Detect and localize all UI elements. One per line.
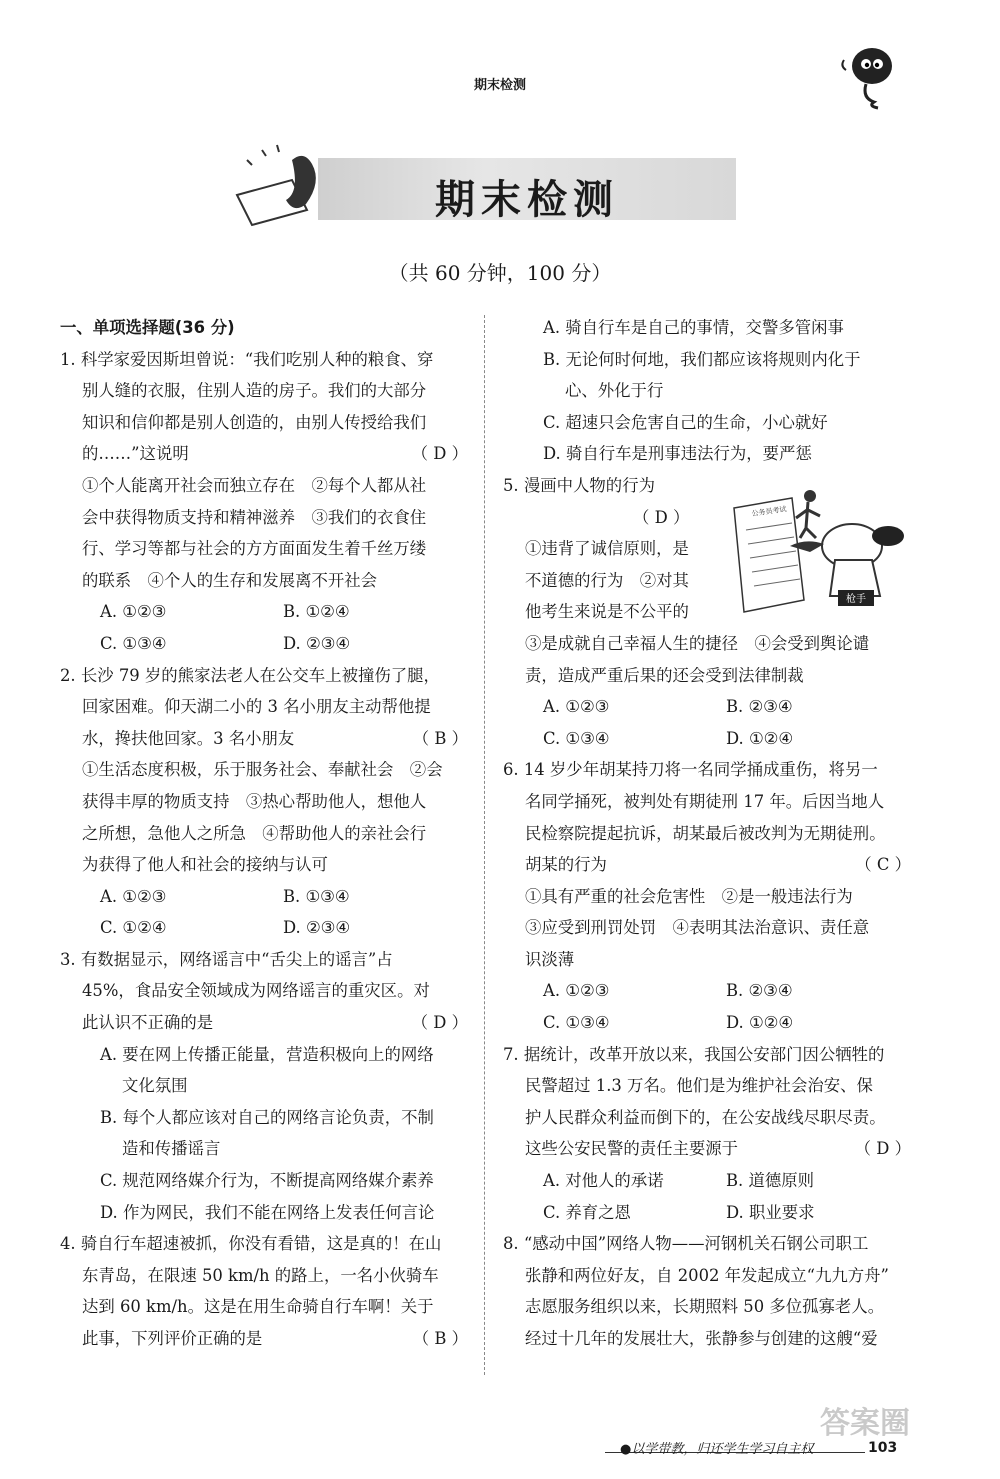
q2-stem-text: 水，搀扶他回家。3 名小朋友 [82,728,295,748]
q1-item-line: 会中获得物质支持和精神滋养 ③我们的衣食住 [82,507,427,527]
figure [790,490,904,596]
q3-option-line: B. 每个人都应该对自己的网络言论负责，不制 [100,1107,434,1127]
page-number: 103 [868,1440,898,1456]
q5-item-line: 责，造成严重后果的还会受到法律制裁 [525,665,804,685]
q3-stem-line: 3. 有数据显示，网络谣言中“舌尖上的谣言”占 [60,949,393,969]
q3-answer: （ D ） [411,1013,468,1033]
option-b: B. ①③④ [283,886,350,906]
q6-stem-line [503,849,911,881]
option-a: A. ①②③ [543,981,610,1001]
q5-options-row [503,723,911,755]
q5-item-line: 他考生来说是不公平的 [525,602,689,622]
section-title: 一、单项选择题(36 分) [60,318,235,337]
q2-stem-line [60,723,468,755]
q2-stem-line: 2. 长沙 79 岁的熊家法老人在公交车上被撞伤了腿， [60,665,440,685]
q5-item-line: 不道德的行为 ②对其 [525,570,689,590]
option-a: A. 对他人的承诺 [543,1171,664,1191]
q2-item-line: 之所想，急他人之所急 ④帮助他人的亲社会行 [82,823,427,843]
option-d: D. ①②④ [726,728,794,748]
option-b: B. 道德原则 [726,1171,815,1191]
q5-item-line: ③是成就自己幸福人生的捷径 ④会受到舆论谴 [525,633,870,653]
option-b: B. ②③④ [726,697,793,717]
option-c: C. ①②④ [100,918,167,938]
q3-stem-line: 45%，食品安全领域成为网络谣言的重灾区。对 [82,981,430,1001]
q4-stem-line: 达到 60 km/h。这是在用生命骑自行车啊！关于 [82,1297,434,1317]
option-a: A. ①②③ [543,697,610,717]
q7-stem-line [503,1133,911,1165]
q2-options-row [60,912,468,944]
q2-stem-line: 回家困难。仰天湖二小的 3 名小朋友主动帮他提 [82,697,431,717]
option-d: D. ②③④ [283,633,351,653]
cheating-cartoon-illustration [730,488,910,618]
q6-stem-line: 民检察院提起抗诉，胡某最后被改判为无期徒刑。 [525,823,886,843]
q8-stem-line: 经过十几年的发展壮大，张静参与创建的这艘“爱 [525,1329,878,1348]
q1-options-row [60,596,468,628]
q4-stem-line: 4. 骑自行车超速被抓，你没有看错，这是真的！在山 [60,1234,442,1254]
q3-option-line: 文化氛围 [122,1076,188,1096]
q7-options-row [503,1165,911,1197]
q5-answer: （ D ） [633,507,690,527]
q4-stem-text: 此事，下列评价正确的是 [82,1329,263,1348]
q6-answer: （ C ） [855,855,911,875]
column-divider [484,315,485,1375]
option-b: B. ②③④ [726,981,793,1001]
q4-option-line: C. 超速只会危害自己的生命，小心就好 [543,412,828,432]
q4-option-line: A. 骑自行车是自己的事情，交警多管闲事 [543,318,844,337]
q6-item-line: ③应受到刑罚处罚 ④表明其法治意识、责任意 [525,918,870,938]
running-header: 期末检测 [473,78,526,93]
q2-item-line: ①生活态度积极，乐于服务社会、奉献社会 ②会 [82,760,443,780]
q8-stem-line: 8. “感动中国”网络人物——河钢机关石钢公司职工 [503,1234,869,1254]
q6-options-row [503,975,911,1007]
q6-item-line: 识淡薄 [525,949,575,969]
sign-label: 枪手 [846,594,866,605]
exam-duration: （共 60 分钟，100 分） [388,261,612,285]
q7-stem-line: 民警超过 1.3 万名。他们是为维护社会治安、保 [525,1076,873,1096]
q3-option-line: A. 要在网上传播正能量，营造积极向上的网络 [100,1044,434,1064]
q3-option-line: D. 作为网民，我们不能在网络上发表任何言论 [100,1202,435,1222]
q8-stem-line: 志愿服务组织以来，长期照料 50 多位孤寡老人。 [525,1297,885,1317]
q6-options-row [503,1007,911,1039]
q1-answer: （ D ） [411,444,468,464]
q3-option-line: 造和传播谣言 [122,1139,221,1159]
q5-options-row [503,691,911,723]
right-column [503,312,911,1355]
q1-item-line: ①个人能离开社会而独立存在 ②每个人都从社 [82,475,427,495]
q7-answer: （ D ） [854,1139,911,1159]
q7-stem-line: 7. 据统计，改革开放以来，我国公安部门因公牺牲的 [503,1044,885,1064]
watermark-logo: 答案圈 [820,1406,910,1441]
q5-item-line: ①违背了诚信原则，是 [525,539,689,559]
q6-stem-line: 6. 14 岁少年胡某持刀将一名同学捅成重伤，将另一 [503,760,878,780]
q3-stem-line [60,1007,468,1039]
option-d: D. ①②④ [726,1013,794,1033]
q1-item-line: 的联系 ④个人的生存和发展离不开社会 [82,570,378,590]
q2-item-line: 为获得了他人和社会的接纳与认可 [82,855,328,875]
q2-answer: （ B ） [412,728,468,748]
q4-answer: （ B ） [412,1329,468,1348]
page-title: 期末检测 [435,177,619,223]
q2-item-line: 获得丰厚的物质支持 ③热心帮助他人，想他人 [82,791,427,811]
q1-stem-line: 知识和信仰都是别人创造的，由别人传授给我们 [82,412,427,432]
q4-option-line: 心、外化于行 [565,381,664,401]
paper-label: 公务员考试 [751,505,787,518]
q8-stem-line: 张静和两位好友，自 2002 年发起成立“九九方舟” [525,1265,889,1285]
q7-options-row [503,1197,911,1229]
q2-options-row [60,881,468,913]
mascot-icon [836,40,906,110]
q1-stem-line: 1. 科学家爱因斯坦曾说：“我们吃别人种的粮食、穿 [60,349,434,369]
option-c: C. ①③④ [100,633,167,653]
q4-stem-line [60,1323,468,1355]
q7-stem-text: 这些公安民警的责任主要源于 [525,1139,739,1159]
q4-option-line: B. 无论何时何地，我们都应该将规则内化于 [543,349,861,369]
q6-item-line: ①具有严重的社会危害性 ②是一般违法行为 [525,886,853,906]
q1-stem-line [60,438,468,470]
q4-option-line: D. 骑自行车是刑事违法行为，要严惩 [543,444,812,464]
q1-options-row [60,628,468,660]
option-c: C. ①③④ [543,1013,610,1033]
option-a: A. ①②③ [100,886,167,906]
option-d: D. 职业要求 [726,1202,815,1222]
q3-stem-text: 此认识不正确的是 [82,1013,214,1033]
option-a: A. ①②③ [100,602,167,622]
q1-stem-text: 的……”这说明 [82,444,189,464]
option-d: D. ②③④ [283,918,351,938]
q6-stem-line: 名同学捅死，被判处有期徒刑 17 年。后因当地人 [525,791,885,811]
q6-stem-text: 胡某的行为 [525,855,607,875]
q1-stem-line: 别人缝的衣服，住别人造的房子。我们的大部分 [82,381,427,401]
option-c: C. 养育之恩 [543,1202,631,1222]
q7-stem-line: 护人民群众利益而倒下的，在公安战线尽职尽责。 [525,1107,886,1127]
option-c: C. ①③④ [543,728,610,748]
left-column [60,312,468,1355]
footer-slogan: ●以学带教，归还学生学习自主权 [620,1442,814,1457]
q5-stem-line: 5. 漫画中人物的行为 [503,475,655,495]
q3-option-line: C. 规范网络媒介行为，不断提高网络媒介素养 [100,1171,434,1191]
q1-item-line: 行、学习等都与社会的方方面面发生着千丝万缕 [82,539,427,559]
q4-stem-line: 东青岛，在限速 50 km/h 的路上，一名小伙骑车 [82,1265,439,1285]
option-b: B. ①②④ [283,602,350,622]
